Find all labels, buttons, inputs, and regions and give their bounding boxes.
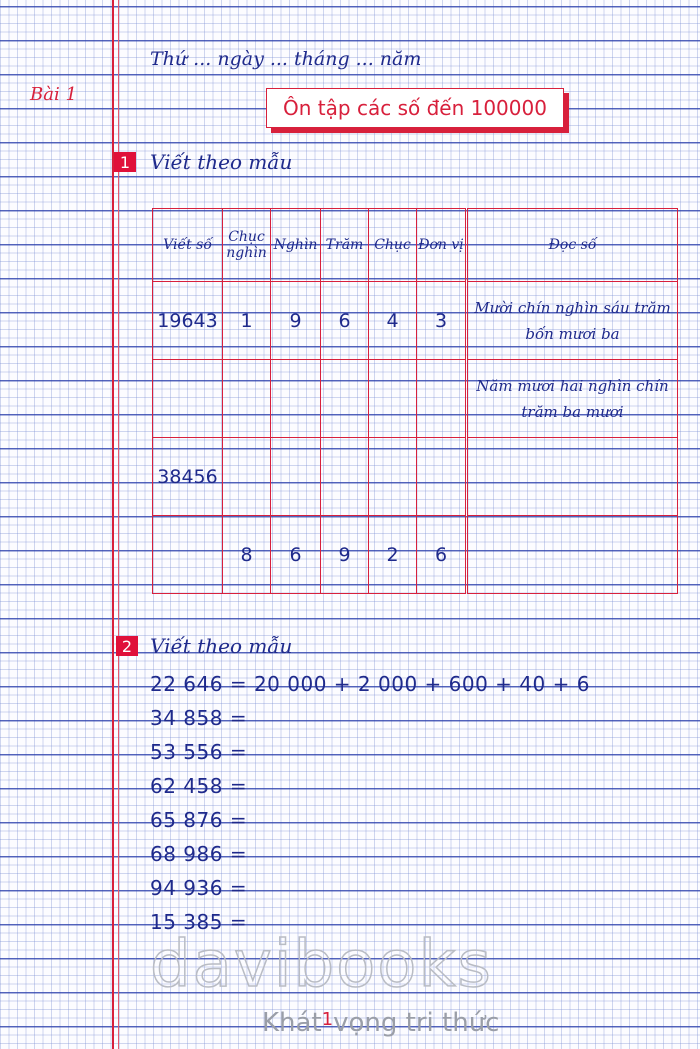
cell-digit[interactable] [369,360,417,438]
table-row [153,360,678,438]
table-header-row [153,209,678,282]
date-line: Thứ ... ngày ... tháng ... năm [150,48,422,70]
cell-digit[interactable] [369,438,417,516]
expansion-line[interactable]: 34 858 = [150,706,248,730]
cell-number[interactable] [153,516,223,594]
cell-digit: 9 [321,516,369,594]
cell-number: 19643 [153,282,223,360]
expansion-line[interactable]: 53 556 = [150,740,248,764]
cell-digit: 4 [369,282,417,360]
cell-digit[interactable] [271,360,321,438]
expansion-line[interactable]: 68 986 = [150,842,248,866]
table-row [153,516,678,594]
lesson-label: Bài 1 [30,84,77,105]
cell-digit: 8 [223,516,271,594]
place-value-table [152,208,678,594]
cell-digit[interactable] [223,438,271,516]
cell-digit[interactable] [417,438,467,516]
cell-digit: 6 [321,282,369,360]
exercise-2-instruction: Viết theo mẫu [150,634,293,658]
header-tram: Trăm [321,209,369,282]
expansion-line[interactable]: 15 385 = [150,910,248,934]
cell-digit[interactable] [223,360,271,438]
slogan-part-2: vọng tri thức [333,1008,500,1038]
header-nghin: Nghìn [271,209,321,282]
cell-digit: 2 [369,516,417,594]
expansion-example: 22 646 = 20 000 + 2 000 + 600 + 40 + 6 [150,672,590,696]
cell-words[interactable] [467,516,678,594]
cell-digit: 6 [417,516,467,594]
page-number: 1 [321,1009,334,1030]
table-row [153,438,678,516]
table-row [153,282,678,360]
header-don-vi: Đơn vị [417,209,467,282]
header-doc-so: Đọc số [467,209,678,282]
cell-words[interactable] [467,438,678,516]
expansion-line[interactable]: 94 936 = [150,876,248,900]
watermark: davibooks [150,928,493,1002]
expansion-line[interactable]: 62 458 = [150,774,248,798]
cell-digit[interactable] [321,360,369,438]
cell-digit: 3 [417,282,467,360]
cell-digit[interactable] [321,438,369,516]
header-viet-so: Viết số [153,209,223,282]
cell-digit: 9 [271,282,321,360]
slogan-part-1: Khát [262,1008,322,1038]
cell-digit[interactable] [271,438,321,516]
header-chuc: Chục [369,209,417,282]
cell-number[interactable] [153,360,223,438]
cell-number: 38456 [153,438,223,516]
cell-digit: 6 [271,516,321,594]
cell-digit: 1 [223,282,271,360]
footer-slogan [262,1008,499,1038]
cell-digit[interactable] [417,360,467,438]
cell-words: Mười chín nghìn sáu trăm bốn mươi ba [467,282,678,360]
exercise-1-badge: 1 [114,152,136,172]
cell-words: Năm mươi hai nghìn chín trăm ba mươi [467,360,678,438]
exercise-2-badge: 2 [116,636,138,656]
header-chuc-nghin: Chục nghìn [223,209,271,282]
exercise-1-instruction: Viết theo mẫu [150,150,293,174]
lesson-title: Ôn tập các số đến 100000 [266,88,564,128]
expansion-line[interactable]: 65 876 = [150,808,248,832]
